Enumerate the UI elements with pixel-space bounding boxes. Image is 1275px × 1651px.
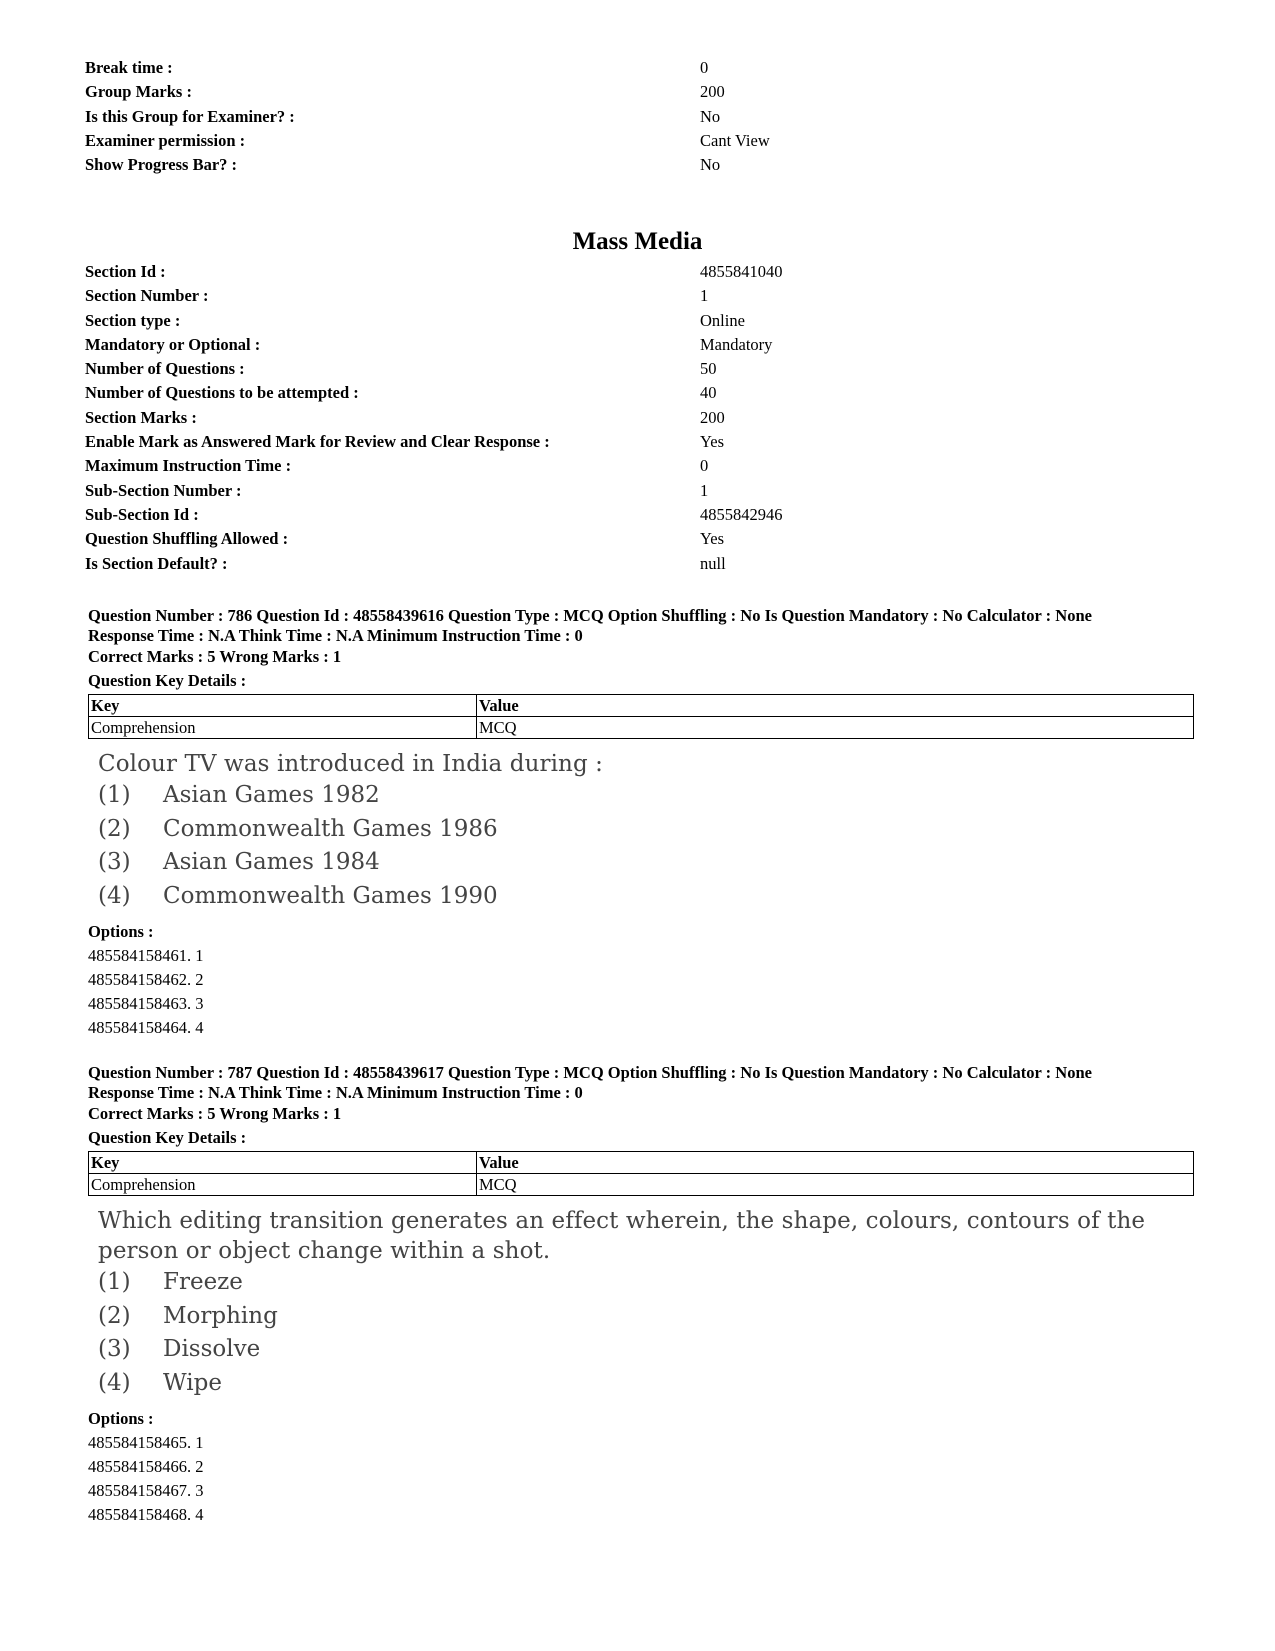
table-header-value: Value: [477, 695, 1194, 717]
section-info-row: [85, 260, 1185, 284]
section-title: Mass Media: [572, 228, 703, 255]
question-timing: Response Time : N.A Think Time : N.A Minimum Instruction Time : 0: [88, 625, 583, 645]
field-label: Number of Questions :: [85, 359, 245, 379]
group-info-row: [85, 56, 1185, 80]
answer-choice: [98, 1266, 1198, 1300]
group-info-row: [85, 129, 1185, 153]
section-info-row: [85, 454, 1185, 478]
field-value: null: [700, 553, 726, 573]
field-value: 0: [700, 58, 709, 77]
field-label: Is this Group for Examiner? :: [85, 106, 295, 126]
section-info-row: [85, 309, 1185, 333]
table-header-key: Key: [89, 1152, 477, 1174]
field-label: Section Id :: [85, 262, 166, 281]
field-value: Cant View: [700, 130, 770, 150]
table-cell-key: Comprehension: [89, 717, 477, 739]
option-id: 485584158462. 2: [88, 970, 204, 989]
choice-text: Commonwealth Games 1986: [163, 815, 498, 842]
choice-number: (3): [98, 849, 131, 875]
choice-text: Freeze: [163, 1269, 243, 1295]
answer-choice: [98, 1333, 1198, 1367]
field-label: Is Section Default? :: [85, 553, 228, 573]
question-marks: Correct Marks : 5 Wrong Marks : 1: [88, 1104, 342, 1123]
field-value: 200: [700, 407, 725, 427]
answer-choice: [98, 846, 1198, 880]
field-label: Mandatory or Optional :: [85, 334, 261, 354]
option-id: 485584158465. 1: [88, 1433, 204, 1452]
table-cell-key: Comprehension: [89, 1174, 477, 1196]
choice-text: Asian Games 1982: [163, 782, 380, 808]
key-details-label: Question Key Details :: [88, 671, 247, 690]
section-info-row: [85, 406, 1185, 430]
option-id: 485584158461. 1: [88, 946, 204, 965]
choice-number: (4): [98, 1369, 131, 1396]
section-info-row: [85, 284, 1185, 308]
question-header: Question Number : 787 Question Id : 48558439617 Question Type : MCQ Option Shuffling : No Is Question Mandatory : No Calculator : None: [88, 1063, 1092, 1082]
section-info-row: [85, 381, 1185, 405]
choice-number: (1): [98, 782, 131, 808]
field-label: Question Shuffling Allowed :: [85, 529, 289, 549]
field-value: 4855841040: [700, 262, 783, 281]
key-details-table: [88, 694, 1194, 739]
field-label: Group Marks :: [85, 82, 192, 102]
field-label: Sub-Section Id :: [85, 504, 199, 524]
answer-choice: [98, 779, 1198, 813]
section-info: [85, 260, 1185, 576]
field-value: 200: [700, 82, 725, 102]
section-info-row: [85, 357, 1185, 381]
group-info-row: [85, 105, 1185, 129]
field-label: Section type :: [85, 310, 181, 330]
option-id: 485584158463. 3: [88, 994, 204, 1013]
section-info-row: [85, 430, 1185, 454]
field-label: Number of Questions to be attempted :: [85, 383, 359, 403]
field-label: Show Progress Bar? :: [85, 155, 238, 175]
option-id: 485584158466. 2: [88, 1457, 204, 1476]
field-label: Maximum Instruction Time :: [85, 456, 292, 476]
section-info-row: [85, 333, 1185, 357]
table-row: [89, 717, 1194, 739]
field-value: 1: [700, 286, 709, 306]
option-id: 485584158468. 4: [88, 1505, 204, 1524]
table-header-row: [89, 1152, 1194, 1174]
section-info-row: [85, 552, 1185, 576]
field-label: Break time :: [85, 58, 173, 77]
question-timing: Response Time : N.A Think Time : N.A Minimum Instruction Time : 0: [88, 1082, 583, 1102]
options-label: Options :: [88, 922, 154, 941]
section-info-row: [85, 503, 1185, 527]
table-header-row: [89, 695, 1194, 717]
field-label: Enable Mark as Answered Mark for Review and Clear Response :: [85, 432, 550, 452]
table-cell-value: MCQ: [477, 1174, 1194, 1196]
question-marks: Correct Marks : 5 Wrong Marks : 1: [88, 647, 342, 666]
field-label: Section Number :: [85, 286, 209, 306]
field-value: 4855842946: [700, 504, 783, 524]
field-value: Yes: [700, 529, 725, 549]
question-stem: Which editing transition generates an effect wherein, the shape, colours, contours of the person or object change within a shot.: [98, 1208, 1146, 1264]
choice-number: (2): [98, 1302, 131, 1329]
group-info-row: [85, 153, 1185, 177]
field-label: Section Marks :: [85, 407, 197, 427]
field-label: Sub-Section Number :: [85, 480, 242, 500]
table-header-value: Value: [477, 1152, 1194, 1174]
choice-text: Wipe: [163, 1369, 222, 1396]
key-details-table: [88, 1151, 1194, 1196]
table-row: [89, 1174, 1194, 1196]
option-id: 485584158467. 3: [88, 1481, 204, 1500]
option-id: 485584158464. 4: [88, 1018, 204, 1037]
question-stem: Colour TV was introduced in India during :: [98, 751, 604, 777]
table-cell-value: MCQ: [477, 717, 1194, 739]
answer-choice: [98, 1367, 1198, 1401]
question-block: [88, 1063, 1198, 1527]
choice-number: (1): [98, 1269, 131, 1295]
group-info: [85, 56, 1185, 177]
answer-choice: [98, 880, 1198, 914]
field-value: No: [700, 155, 721, 175]
choice-number: (3): [98, 1336, 131, 1362]
section-info-row: [85, 527, 1185, 551]
choice-text: Morphing: [163, 1302, 278, 1329]
field-value: 1: [700, 480, 709, 500]
choice-number: (4): [98, 882, 131, 909]
field-value: 50: [700, 359, 717, 379]
key-details-label: Question Key Details :: [88, 1128, 247, 1147]
field-value: 40: [700, 383, 717, 403]
choice-text: Commonwealth Games 1990: [163, 882, 498, 909]
section-info-row: [85, 479, 1185, 503]
field-label: Examiner permission :: [85, 130, 246, 150]
group-info-row: [85, 80, 1185, 104]
table-header-key: Key: [89, 695, 477, 717]
question-block: [88, 606, 1198, 1040]
choice-number: (2): [98, 815, 131, 842]
options-label: Options :: [88, 1409, 154, 1428]
field-value: Yes: [700, 432, 725, 452]
field-value: Online: [700, 310, 745, 330]
answer-choice: [98, 1300, 1198, 1334]
field-value: 0: [700, 456, 709, 476]
answer-choice: [98, 813, 1198, 847]
field-value: Mandatory: [700, 334, 773, 354]
choice-text: Dissolve: [163, 1336, 261, 1362]
field-value: No: [700, 106, 721, 126]
choice-text: Asian Games 1984: [163, 849, 380, 875]
question-header: Question Number : 786 Question Id : 48558439616 Question Type : MCQ Option Shuffling : No Is Question Mandatory : No Calculator : None: [88, 606, 1092, 625]
